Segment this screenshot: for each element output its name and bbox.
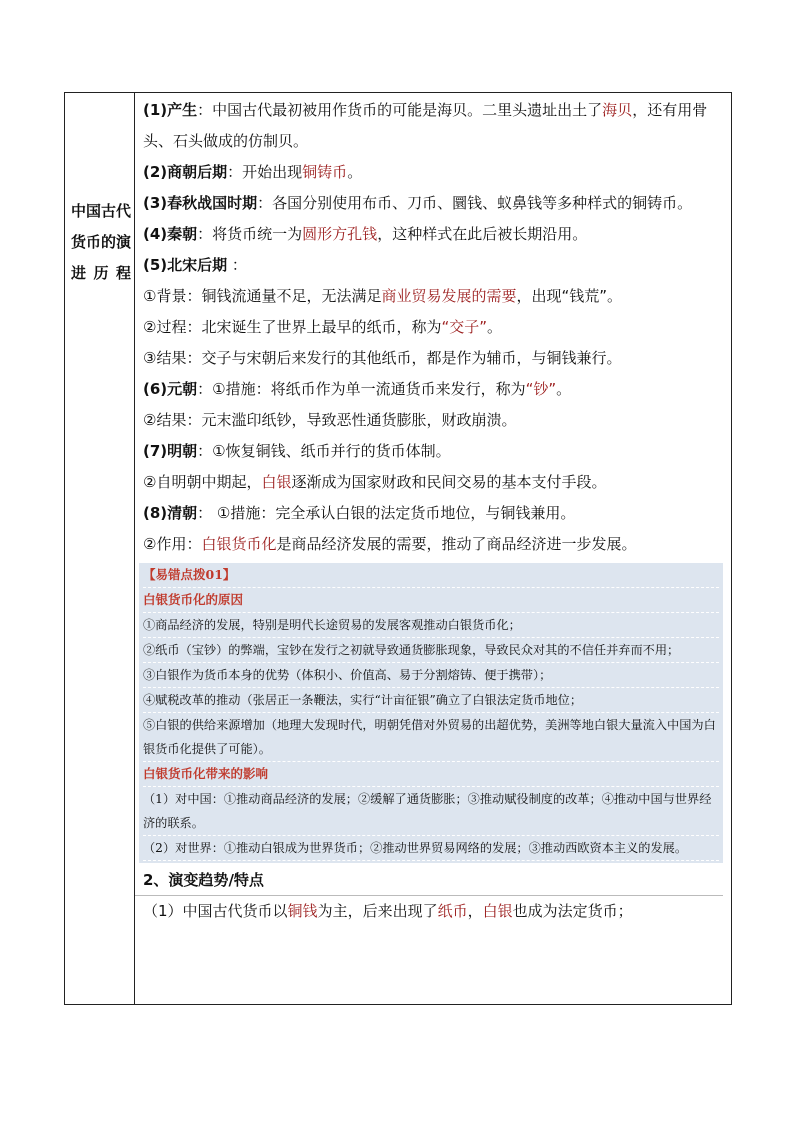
history-item (143, 157, 723, 188)
item-text: ②结果：元末滥印纸钞，导致恶性通货膨胀，财政崩溃。 (143, 411, 517, 429)
item-highlight: “钞” (525, 380, 557, 398)
item-text: ，这种样式在此后被长期沿用。 (377, 225, 588, 243)
trend-line (135, 895, 723, 926)
history-item (143, 436, 723, 467)
reason-item: ⑤白银的供给来源增加（地理大发现时代，明朝凭借对外贸易的出超优势，美洲等地白银大量流入中国为白银货币化提供了可能）。 (143, 713, 719, 762)
trend-highlight: 纸币 (437, 902, 468, 920)
item-text: ②自明朝中期起， (143, 473, 262, 491)
item-highlight: “交子” (441, 318, 487, 336)
item-text: 。 (347, 163, 363, 181)
history-item (143, 467, 723, 498)
history-item (143, 374, 723, 405)
history-item (143, 312, 723, 343)
item-highlight: 商业贸易发展的需要 (381, 287, 517, 305)
item-text: ，出现“钱荒”。 (516, 287, 623, 305)
item-highlight: 海贝 (602, 101, 633, 119)
item-text: 是商品经济发展的需要，推动了商品经济进一步发展。 (276, 535, 637, 553)
reasons-heading: 白银货币化的原因 (143, 588, 719, 613)
item-highlight: 白银货币化 (201, 535, 277, 553)
history-item (143, 188, 723, 219)
section-2 (143, 865, 723, 926)
item-text: ：将货币统一为 (197, 225, 303, 243)
section-2-title: 2、演变趋势/特点 (143, 871, 264, 889)
history-item (143, 219, 723, 250)
history-item (143, 95, 723, 157)
impact-item: （1）对中国：①推动商品经济的发展；②缓解了通货膨胀；③推动赋役制度的改革；④推动中国与世界经济的联系。 (143, 787, 719, 836)
trend-text: 为主，后来出现了 (317, 902, 438, 920)
item-highlight: 白银 (261, 473, 292, 491)
item-list (143, 95, 723, 560)
reasons-list (143, 613, 719, 762)
item-text: ①背景：铜钱流通量不足，无法满足 (143, 287, 382, 305)
trend-text: （1）中国古代货币以 (143, 902, 288, 920)
item-heading: (6)元朝 (143, 380, 198, 398)
impacts-list (143, 787, 719, 861)
history-item (143, 498, 723, 529)
left-column (65, 93, 135, 1004)
reason-item: ①商品经济的发展，特别是明代长途贸易的发展客观推动白银货币化； (143, 613, 719, 638)
trend-text: ， (467, 902, 483, 920)
impacts-heading: 白银货币化带来的影响 (143, 762, 719, 787)
item-text: 。 (556, 380, 572, 398)
history-item (143, 343, 723, 374)
row-label: 中国古代货币的演进历程 (71, 202, 132, 282)
item-text: ：中国古代最初被用作货币的可能是海贝。二里头遗址出土了 (197, 101, 603, 119)
item-text: ：开始出现 (227, 163, 303, 181)
item-text: ： (227, 256, 247, 274)
reason-item: ②纸币（宝钞）的弊端，宝钞在发行之初就导致通货膨胀现象，导致民众对其的不信任并弃而不用； (143, 638, 719, 663)
item-text: 。 (487, 318, 503, 336)
item-heading: (4)秦朝 (143, 225, 198, 243)
item-heading: (3)春秋战国时期 (143, 194, 258, 212)
item-text: ： ①措施：完全承认白银的法定货币地位，与铜钱兼用。 (197, 504, 576, 522)
item-highlight: 圆形方孔钱 (302, 225, 378, 243)
item-text: 逐渐成为国家财政和民间交易的基本支付手段。 (291, 473, 607, 491)
item-heading: (7)明朝 (143, 442, 198, 460)
tip-tag: 【易错点拨01】 (143, 563, 719, 588)
item-text: ③结果：交子与宋朝后来发行的其他纸币，都是作为辅币，与铜钱兼行。 (143, 349, 622, 367)
history-item (143, 281, 723, 312)
trend-highlight: 铜钱 (287, 902, 318, 920)
reason-item: ③白银作为货币本身的优势（体积小、价值高、易于分割熔铸、便于携带）； (143, 663, 719, 688)
item-text: ：各国分别使用布币、刀币、圜钱、蚁鼻钱等多种样式的铜铸币。 (257, 194, 693, 212)
item-text: ②过程：北宋诞生了世界上最早的纸币，称为 (143, 318, 442, 336)
history-item (143, 405, 723, 436)
item-text: ，还有用骨头、石头做成的仿制贝。 (143, 101, 708, 150)
item-heading: (5)北宋后期 (143, 256, 228, 274)
item-heading: (2)商朝后期 (143, 163, 228, 181)
item-text: ：①措施：将纸币作为单一流通货币来发行，称为 (197, 380, 526, 398)
history-item (143, 529, 723, 560)
history-item (143, 250, 723, 281)
item-text: ②作用： (143, 535, 202, 553)
item-highlight: 铜铸币 (302, 163, 348, 181)
item-heading: (1)产生 (143, 101, 198, 119)
item-text: ：①恢复铜钱、纸币并行的货币体制。 (197, 442, 451, 460)
trend-highlight: 白银 (482, 902, 513, 920)
item-heading: (8)清朝 (143, 504, 198, 522)
reason-item: ④赋税改革的推动（张居正一条鞭法，实行“计亩征银”确立了白银法定货币地位； (143, 688, 719, 713)
right-column (135, 93, 731, 1004)
content-table (64, 92, 732, 1005)
impact-item: （2）对世界：①推动白银成为世界货币；②推动世界贸易网络的发展；③推动西欧资本主义的发展。 (143, 836, 719, 861)
trend-text: 也成为法定货币； (512, 902, 633, 920)
error-tip-box (139, 563, 723, 863)
